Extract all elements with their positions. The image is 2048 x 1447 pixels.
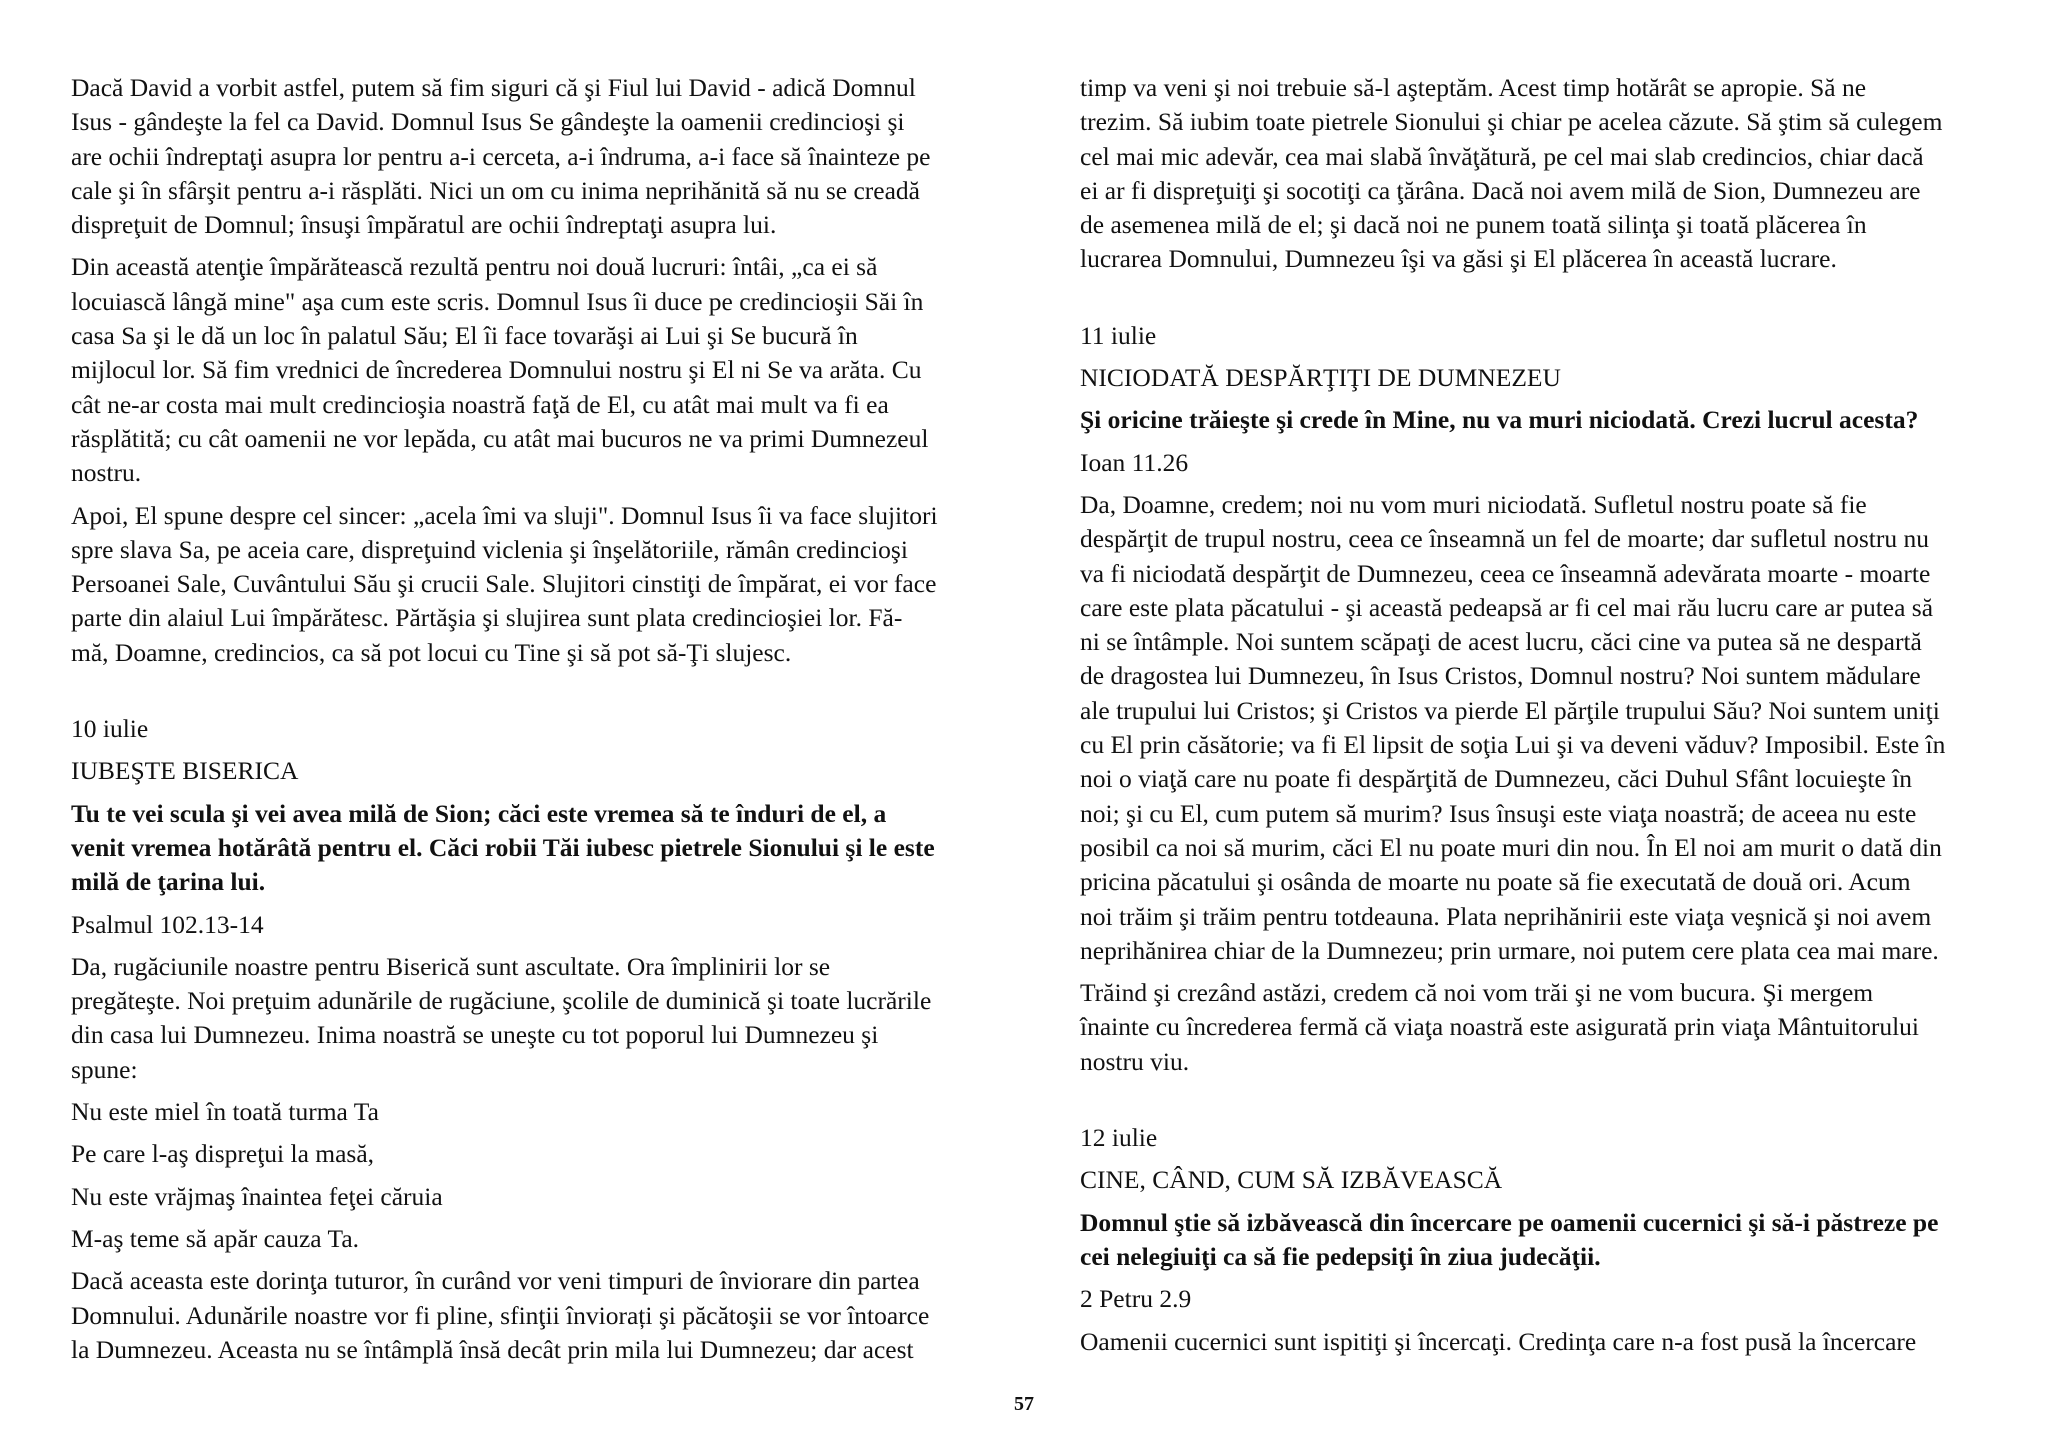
entry-title: CINE, CÂND, CUM SĂ IZBĂVEASCĂ xyxy=(1080,1165,1503,1195)
scripture-verse xyxy=(1080,1206,2000,1275)
text-line: are ochii îndreptaţi asupra lor pentru a-i cerceta, a-i îndruma, a-i face să înainteze pe xyxy=(71,141,931,171)
text-line: la Dumnezeu. Aceasta nu se întâmplă însă decât prin mila lui Dumnezeu; dar acest xyxy=(71,1334,914,1364)
text-line: cale şi în sfârşit pentru a-i răsplăti. Nici un om cu inima neprihănită să nu se creadă xyxy=(71,175,920,205)
paragraph xyxy=(71,950,991,1087)
text-line: din casa lui Dumnezeu. Inima noastră se uneşte cu tot poporul lui Dumnezeu şi xyxy=(71,1020,879,1050)
text-line: ei ar fi dispreţuiţi şi socotiţi ca ţărâna. Dacă noi avem milă de Sion, Dumnezeu are xyxy=(1080,175,1921,205)
text-line: trezim. Să iubim toate pietrele Sionului şi chiar pe acelea căzute. Să ştim să culegem xyxy=(1080,107,1943,137)
text-line: Tu te vei scula şi vei avea milă de Sion; căci este vremea să te înduri de el, a xyxy=(71,798,887,828)
text-line: noi; şi cu El, cum putem să murim? Isus însuşi este viaţa noastră; de aceea nu este xyxy=(1080,798,1917,828)
text-line: lucrarea Domnului, Dumnezeu îşi va găsi şi El plăcerea în această lucrare. xyxy=(1080,244,1837,274)
scripture-reference: 2 Petru 2.9 xyxy=(1080,1284,1192,1314)
text-line: casa Sa şi le dă un loc în palatul Său; El îi face tovarăşi ai Lui şi Se bucură în xyxy=(71,321,858,351)
text-line: înainte cu încrederea fermă că viaţa noastră este asigurată prin viaţa Mântuitorului xyxy=(1080,1012,1919,1042)
poem-line: Nu este vrăjmaş înaintea feţei căruia xyxy=(71,1181,443,1211)
right-column xyxy=(1080,0,2000,1359)
text-line: Apoi, El spune despre cel sincer: „acela îmi va sluji". Domnul Isus îi va face slujitori xyxy=(71,500,938,530)
text-line: Domnul ştie să izbăvească din încercare pe oamenii cucernici şi să-i păstreze pe xyxy=(1080,1207,1939,1237)
poem-line: M-aş teme să apăr cauza Ta. xyxy=(71,1223,360,1253)
text-line: despărţit de trupul nostru, ceea ce înseamnă un fel de moarte; dar sufletul nostru nu xyxy=(1080,524,1930,554)
entry-title: IUBEŞTE BISERICA xyxy=(71,756,299,786)
text-line: Persoanei Sale, Cuvântului Său şi crucii Sale. Slujitori cinstiţi de împărat, ei vor face xyxy=(71,569,937,599)
scripture-reference: Psalmul 102.13-14 xyxy=(71,909,264,939)
text-line: va fi niciodată despărţit de Dumnezeu, ceea ce înseamnă adevărata moarte - moarte xyxy=(1080,558,1931,588)
text-line: Dacă David a vorbit astfel, putem să fim siguri că şi Fiul lui David - adică Domnul xyxy=(71,73,916,102)
scripture-reference: Ioan 11.26 xyxy=(1080,447,1189,477)
paragraph xyxy=(71,499,991,670)
text-line: cu El prin căsătorie; va fi El lipsit de soţia Lui şi va deveni văduv? Imposibil. Este în xyxy=(1080,730,1946,760)
text-line: mă, Doamne, credincios, ca să pot locui cu Tine şi să pot să-Ţi slujesc. xyxy=(71,637,792,667)
scripture-verse xyxy=(71,797,991,900)
text-line: care este plata păcatului - şi această pedeapsă ar fi cel mai rău lucru care ar putea să xyxy=(1080,592,1934,622)
text-line: Isus - gândeşte la fel ca David. Domnul Isus Se gândeşte la oamenii credincioşi şi xyxy=(71,107,905,137)
text-line: Şi oricine trăieşte şi crede în Mine, nu va muri niciodată. Crezi lucrul acesta? xyxy=(1080,405,1919,435)
text-line: ale trupului lui Cristos; şi Cristos va pierde El părţile trupului Său? Noi suntem uniţi xyxy=(1080,695,1940,725)
paragraph xyxy=(1080,71,2000,277)
text-line: noi o viaţă care nu poate fi despărţită de Dumnezeu, căci Duhul Sfânt locuieşte în xyxy=(1080,764,1912,794)
poem-line: Nu este miel în toată turma Ta xyxy=(71,1097,379,1127)
paragraph xyxy=(1080,488,2000,968)
paragraph xyxy=(1080,1325,2000,1359)
text-line: parte din alaiul Lui împărătesc. Părtăşia şi slujirea sunt plata credincioşiei lor. Fă- xyxy=(71,603,903,633)
entry-date: 11 iulie xyxy=(1080,320,1157,350)
text-line: cât ne-ar costa mai mult credincioşia noastră faţă de El, cu atât mai mult va fi ea xyxy=(71,389,889,419)
paragraph xyxy=(71,1264,991,1367)
text-line: mijlocul lor. Să fim vrednici de încrederea Domnului nostru şi El ni Se va arăta. Cu xyxy=(71,355,922,385)
paragraph xyxy=(1080,976,2000,1079)
paragraph xyxy=(71,71,991,242)
left-column xyxy=(71,0,991,1367)
text-line: neprihănirea chiar de la Dumnezeu; prin urmare, noi putem cere plata cea mai mare. xyxy=(1080,935,1939,965)
entry-date: 10 iulie xyxy=(71,714,149,744)
paragraph xyxy=(71,250,991,490)
text-line: Da, Doamne, credem; noi nu vom muri niciodată. Sufletul nostru poate să fie xyxy=(1080,489,1867,519)
text-line: cel mai mic adevăr, cea mai slabă învăţătură, pe cel mai slab credincios, chiar dacă xyxy=(1080,141,1924,171)
text-line: dispreţuit de Domnul; însuşi împăratul are ochii îndreptaţi asupra lui. xyxy=(71,210,777,240)
text-line: Oamenii cucernici sunt ispitiţi şi încercaţi. Credinţa care n-a fost pusă la încercare xyxy=(1080,1326,1917,1356)
text-line: Dacă aceasta este dorinţa tuturor, în curând vor veni timpuri de înviorare din partea xyxy=(71,1266,920,1296)
text-line: cei nelegiuiţi ca să fie pedepsiţi în ziua judecăţii. xyxy=(1080,1241,1601,1271)
scripture-verse xyxy=(1080,403,2000,437)
text-line: milă de ţarina lui. xyxy=(71,867,266,897)
text-line: nostru viu. xyxy=(1080,1046,1190,1076)
text-line: locuiască lângă mine" aşa cum este scris. Domnul Isus îi duce pe credincioşii Săi în xyxy=(71,286,924,316)
entry-title: NICIODATĂ DESPĂRŢIŢI DE DUMNEZEU xyxy=(1080,363,1561,393)
text-line: nostru. xyxy=(71,458,142,488)
text-line: pregăteşte. Noi preţuim adunările de rugăciune, şcolile de duminică şi toate lucrările xyxy=(71,986,932,1016)
text-line: timp va veni şi noi trebuie să-l aşteptăm. Acest timp hotărât se apropie. Să ne xyxy=(1080,73,1867,102)
text-line: Trăind şi crezând astăzi, credem că noi vom trăi şi ne vom bucura. Şi mergem xyxy=(1080,978,1874,1008)
text-line: Domnului. Adunările noastre vor fi pline, sfinţii înviorați şi păcătoşii se vor întoarce xyxy=(71,1300,930,1330)
poem-line: Pe care l-aş dispreţui la masă, xyxy=(71,1139,375,1169)
text-line: ni se întâmple. Noi suntem scăpaţi de acest lucru, căci cine va putea să ne despartă xyxy=(1080,627,1922,657)
text-line: de dragostea lui Dumnezeu, în Isus Cristos, Domnul nostru? Noi suntem mădulare xyxy=(1080,661,1921,691)
page-number: 57 xyxy=(1014,1393,1034,1415)
text-line: noi trăim şi trăim pentru totdeauna. Plata neprihănirii este viaţa veşnică şi noi avem xyxy=(1080,901,1932,931)
text-line: posibil ca noi să murim, căci El nu poate muri din nou. În El noi am murit o dată din xyxy=(1080,832,1942,862)
entry-date: 12 iulie xyxy=(1080,1123,1158,1153)
text-line: răsplătită; cu cât oamenii ne vor lepăda, cu atât mai bucuros ne va primi Dumnezeul xyxy=(71,423,929,453)
text-line: Din această atenţie împărătească rezultă pentru noi două lucruri: întâi, „ca ei să xyxy=(71,252,878,282)
text-line: pricina păcatului şi osânda de moarte nu poate să fie executată de două ori. Acum xyxy=(1080,867,1911,897)
text-line: venit vremea hotărâtă pentru el. Căci robii Tăi iubesc pietrele Sionului şi le este xyxy=(71,832,935,862)
text-line: spune: xyxy=(71,1054,138,1084)
text-line: de asemenea milă de el; şi dacă noi ne punem toată silinţa şi toată plăcerea în xyxy=(1080,210,1867,240)
text-line: spre slava Sa, pe aceia care, dispreţuind viclenia şi înşelătoriile, rămân credincioşi xyxy=(71,534,908,564)
text-line: Da, rugăciunile noastre pentru Biserică sunt ascultate. Ora împlinirii lor se xyxy=(71,951,831,981)
